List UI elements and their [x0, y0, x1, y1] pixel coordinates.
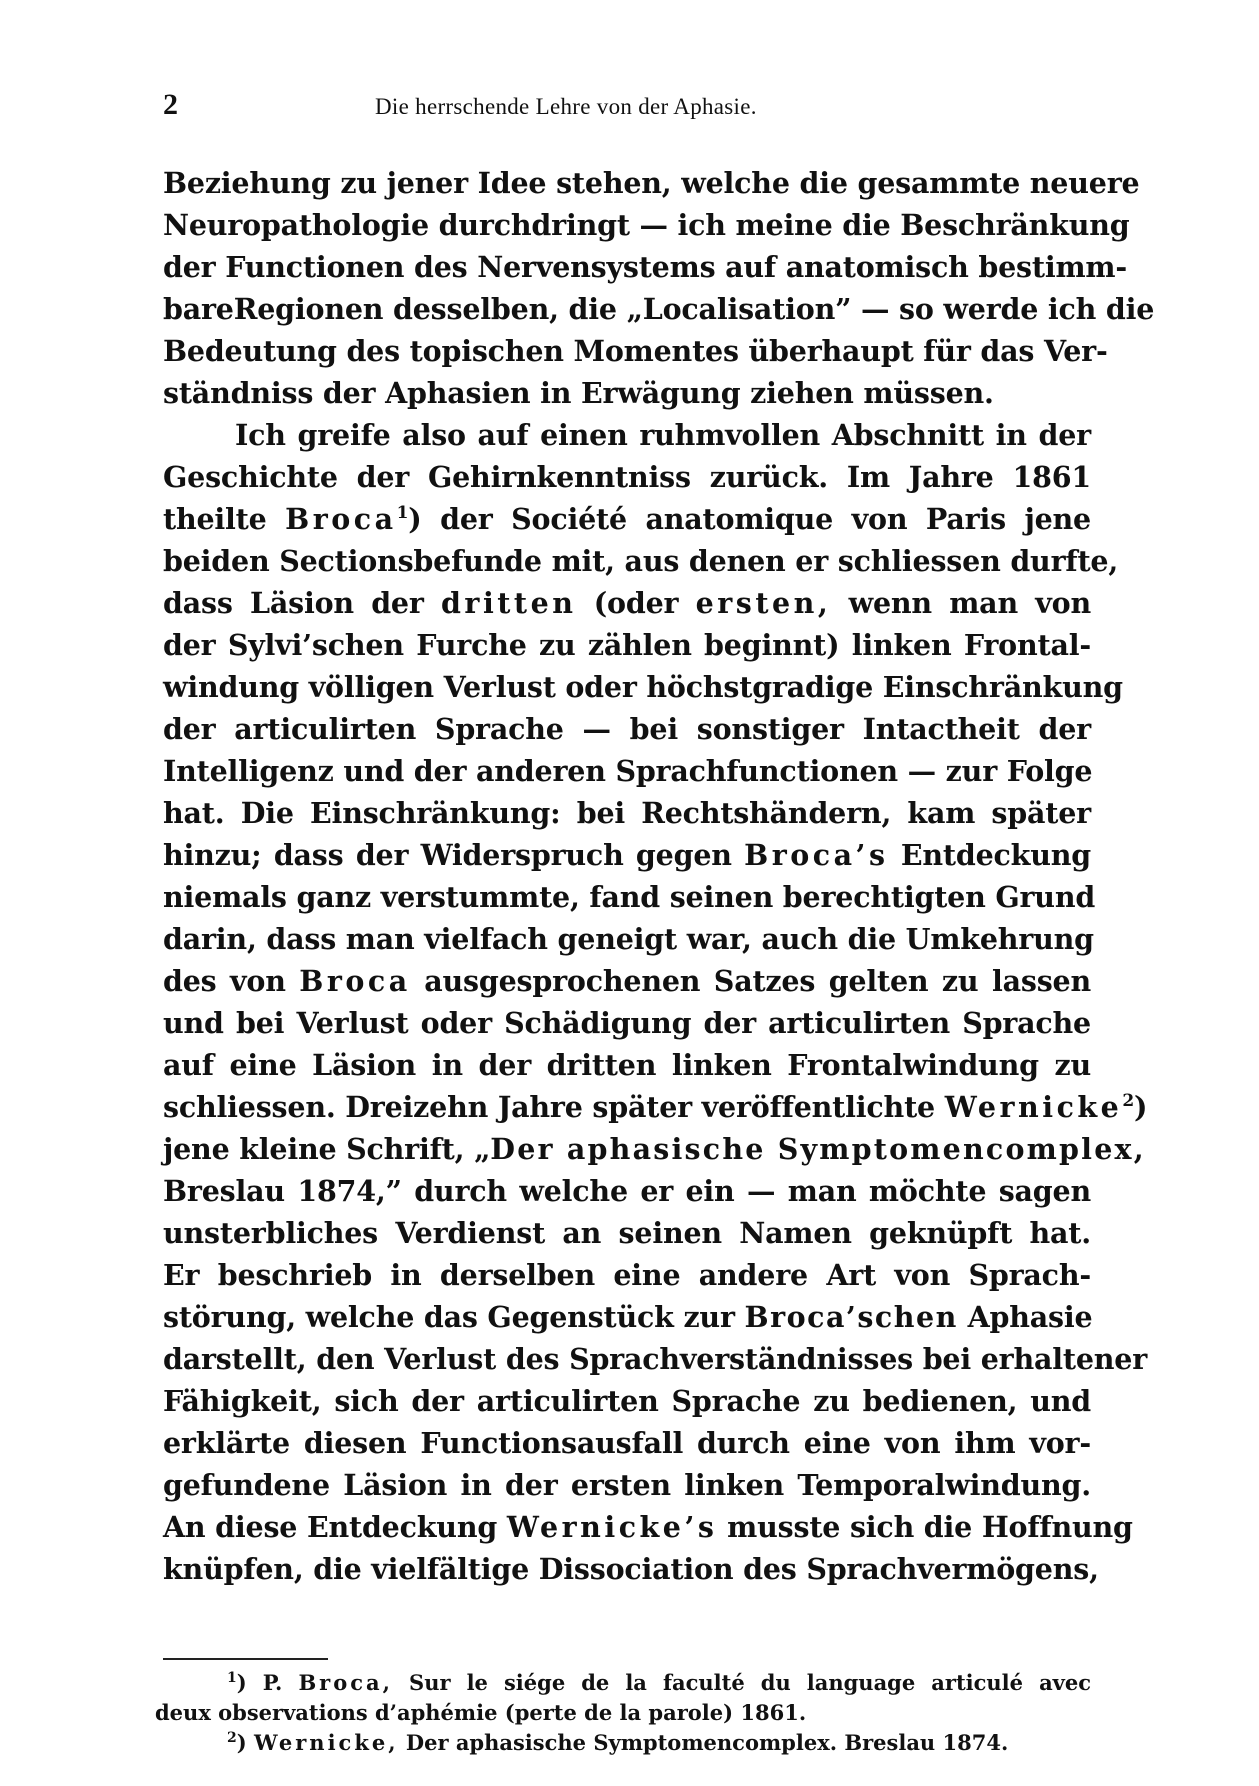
- footnote-ref-1[interactable]: 1: [396, 503, 409, 523]
- text-line: Bedeutung des topischen Momentes überhaupt für das Ver-: [163, 334, 1108, 368]
- text-line: [163, 1506, 1133, 1548]
- text-run: Der aphasische Symptomencomplex. Breslau 1874.: [405, 1730, 1009, 1755]
- text-run: ) P.: [236, 1670, 283, 1695]
- text-line: [163, 498, 1091, 540]
- text-run: jene kleine Schrift, „: [163, 1132, 491, 1166]
- text-run: Aphasie: [967, 1300, 1093, 1334]
- text-line: der Functionen des Nervensystems auf anatomisch bestimm-: [163, 250, 1127, 284]
- spaced-word: ersten,: [695, 586, 832, 620]
- text-line: Breslau 1874,” durch welche er ein — man möchte sagen: [163, 1174, 1091, 1208]
- text-line: Er beschrieb in derselben eine andere Art von Sprach-: [163, 1258, 1091, 1292]
- text-line: und bei Verlust oder Schädigung der articulirten Sprache: [163, 1006, 1091, 1040]
- text-line: Geschichte der Gehirnkenntniss zurück. Im Jahre 1861: [163, 460, 1091, 494]
- spaced-name-broca: Broca: [285, 502, 397, 536]
- text-line: darin, dass man vielfach geneigt war, auch die Umkehrung: [163, 922, 1094, 956]
- text-run: musste sich die Hoffnung: [727, 1510, 1133, 1544]
- footnote-1: [155, 1668, 1091, 1698]
- footnote-marker: 1: [227, 1670, 237, 1686]
- text-run: theilte: [163, 502, 267, 536]
- text-run: Sur le siége de la faculté du language articulé avec: [409, 1670, 1092, 1695]
- spaced-name-wernicke: Wernicke: [944, 1090, 1123, 1124]
- text-run: schliessen. Dreizehn Jahre später veröffentlichte: [163, 1090, 935, 1124]
- text-run: ) der Société anatomique von Paris jene: [408, 502, 1091, 536]
- spaced-name-broca: Broca: [299, 964, 411, 998]
- text-line: windung völligen Verlust oder höchstgradige Einschränkung: [163, 670, 1123, 704]
- text-line: erklärte diesen Functionsausfall durch eine von ihm vor-: [163, 1426, 1091, 1460]
- page-number: 2: [163, 88, 178, 121]
- text-run: An diese Entdeckung: [163, 1510, 498, 1544]
- text-line: Neuropathologie durchdringt — ich meine die Beschränkung: [163, 208, 1130, 242]
- text-line: [163, 960, 1091, 1002]
- spaced-name-wernicke: Wernicke,: [254, 1730, 399, 1755]
- spaced-name-broca: Broca,: [298, 1670, 393, 1695]
- text-line: bareRegionen desselben, die „Localisation” — so werde ich die: [163, 292, 1155, 326]
- text-run: Entdeckung: [900, 838, 1091, 872]
- spaced-title: Der aphasische Symptomencomplex,: [490, 1132, 1146, 1166]
- text-line: Intelligenz und der anderen Sprachfunctionen — zur Folge: [163, 754, 1093, 788]
- text-line: unsterbliches Verdienst an seinen Namen geknüpft hat.: [163, 1216, 1091, 1250]
- spaced-word: dritten: [441, 586, 577, 620]
- text-line: Fähigkeit, sich der articulirten Sprache zu bedienen, und: [163, 1384, 1091, 1418]
- footnotes: [155, 1668, 1091, 1758]
- text-run: ausgesprochenen Satzes gelten zu lassen: [424, 964, 1091, 998]
- running-title: Die herrschende Lehre von der Aphasie.: [375, 94, 757, 119]
- text-line: beiden Sectionsbefunde mit, aus denen er schliessen durfte,: [163, 544, 1119, 578]
- footnote-ref-2[interactable]: 2: [1122, 1091, 1134, 1111]
- spaced-name-broca: Broca’schen: [744, 1300, 958, 1334]
- text-run: ): [1133, 1090, 1148, 1124]
- footnote-1-continuation: deux observations d’aphémie (perte de la parole) 1861.: [155, 1700, 807, 1725]
- text-line: niemals ganz verstummte, fand seinen berechtigten Grund: [163, 880, 1096, 914]
- footnote-2: [155, 1728, 1091, 1758]
- spaced-name-wernicke: Wernicke’s: [506, 1510, 718, 1544]
- main-text: [163, 162, 1155, 1590]
- page-header: [163, 88, 1091, 128]
- text-line: [163, 582, 1091, 624]
- text-line: [163, 1086, 1148, 1128]
- text-line: [163, 1296, 1091, 1338]
- footnote-divider: [163, 1658, 328, 1660]
- text-run: wenn man von: [848, 586, 1091, 620]
- text-line: der articulirten Sprache — bei sonstiger Intactheit der: [163, 712, 1091, 746]
- text-run: ): [236, 1730, 247, 1755]
- text-run: hinzu; dass der Widerspruch gegen: [163, 838, 732, 872]
- text-run: dass Läsion der: [163, 586, 424, 620]
- text-line: [163, 1128, 1146, 1170]
- text-run: störung, welche das Gegenstück zur: [163, 1300, 735, 1334]
- text-line: ständniss der Aphasien in Erwägung ziehen müssen.: [163, 376, 994, 410]
- text-run: (oder: [593, 586, 679, 620]
- text-line: darstellt, den Verlust des Sprachverständnisses bei erhaltener: [163, 1342, 1148, 1376]
- text-line: auf eine Läsion in der dritten linken Frontalwindung zu: [163, 1048, 1091, 1082]
- text-run: des von: [163, 964, 286, 998]
- text-line: knüpfen, die vielfältige Dissociation des Sprachvermögens,: [163, 1552, 1099, 1586]
- footnote-marker: 2: [227, 1730, 237, 1746]
- spaced-name-broca: Broca’s: [744, 838, 889, 872]
- text-line: Ich greife also auf einen ruhmvollen Abschnitt in der: [235, 418, 1091, 452]
- text-line: hat. Die Einschränkung: bei Rechtshändern, kam später: [163, 796, 1091, 830]
- text-line: gefundene Läsion in der ersten linken Temporalwindung.: [163, 1468, 1091, 1502]
- text-line: [163, 834, 1091, 876]
- text-line: der Sylvi’schen Furche zu zählen beginnt) linken Frontal-: [163, 628, 1091, 662]
- text-line: Beziehung zu jener Idee stehen, welche die gesammte neuere: [163, 166, 1140, 200]
